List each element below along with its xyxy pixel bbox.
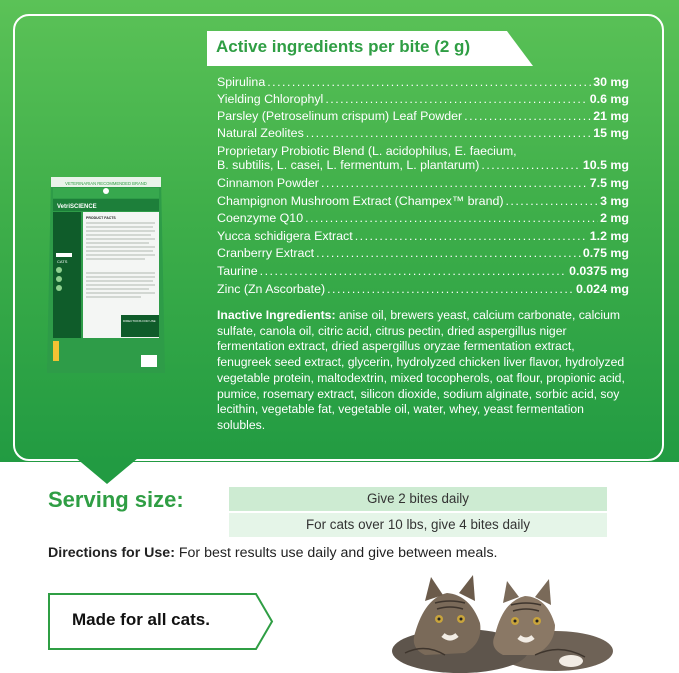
ingredient-row bbox=[217, 126, 629, 141]
ingredient-name: Parsley (Petroselinum crispum) Leaf Powder bbox=[217, 109, 463, 123]
bag-brand: VetriSCIENCE bbox=[57, 204, 97, 210]
ingredient-name: Coenzyme Q10 bbox=[217, 211, 304, 225]
ingredient-row bbox=[217, 264, 629, 279]
ingredient-amount: 0.6 mg bbox=[589, 92, 629, 106]
directions-for-use bbox=[48, 545, 497, 561]
ingredient-name: Champignon Mushroom Extract (Champex™ brand) bbox=[217, 194, 504, 208]
ingredient-amount: 10.5 mg bbox=[582, 158, 629, 172]
directions-text: For best results use daily and give between meals. bbox=[174, 545, 498, 561]
leader-dots bbox=[327, 282, 574, 297]
bag-directions-title: DIRECTIONS FOR USE bbox=[123, 319, 156, 323]
ingredient-amount: 3 mg bbox=[600, 194, 629, 208]
leader-dots bbox=[260, 264, 567, 279]
ingredient-row bbox=[217, 75, 629, 90]
leader-dots bbox=[321, 176, 588, 191]
ingredient-name-line: Proprietary Probiotic Blend (L. acidophilus, E. faecium, bbox=[217, 144, 517, 158]
ingredient-row bbox=[217, 176, 629, 191]
directions-label: Directions for Use: bbox=[48, 545, 175, 561]
leader-dots bbox=[267, 75, 591, 90]
ingredient-name: Taurine bbox=[217, 264, 258, 278]
leader-dots bbox=[464, 109, 591, 124]
ingredient-name: Spirulina bbox=[217, 75, 266, 89]
ingredient-row bbox=[217, 282, 629, 297]
pointer-notch bbox=[76, 458, 138, 484]
ingredient-row bbox=[217, 246, 629, 261]
leader-dots bbox=[306, 126, 591, 141]
leader-dots bbox=[481, 158, 580, 173]
made-for-all-cats-callout: Made for all cats. bbox=[72, 610, 210, 629]
two-tabby-cats-photo bbox=[385, 563, 615, 673]
ingredient-name: Yucca schidigera Extract bbox=[217, 229, 353, 243]
bag-panel-title: PRODUCT FACTS bbox=[86, 216, 116, 220]
inactive-ingredients bbox=[217, 308, 631, 434]
ingredient-amount: 30 mg bbox=[593, 75, 629, 89]
ingredient-amount: 0.024 mg bbox=[575, 282, 629, 296]
leader-dots bbox=[305, 211, 598, 226]
ingredient-amount: 7.5 mg bbox=[589, 176, 629, 190]
ingredient-amount: 0.0375 mg bbox=[569, 264, 629, 278]
ingredient-row bbox=[217, 92, 629, 107]
ingredient-amount: 1.2 mg bbox=[589, 229, 629, 243]
bag-species-label: CATS bbox=[57, 259, 68, 264]
ingredient-amount: 15 mg bbox=[593, 126, 629, 140]
ingredient-row bbox=[217, 229, 629, 244]
ingredient-name: Natural Zeolites bbox=[217, 126, 304, 140]
serving-row-large-cats: For cats over 10 lbs, give 4 bites daily bbox=[229, 513, 607, 537]
ingredient-row bbox=[217, 109, 629, 124]
ingredient-amount: 2 mg bbox=[600, 211, 629, 225]
leader-dots bbox=[505, 194, 598, 209]
ingredient-amount: 21 mg bbox=[593, 109, 629, 123]
ingredient-amount: 0.75 mg bbox=[582, 246, 629, 260]
ingredient-name: Yielding Chlorophyl bbox=[217, 92, 324, 106]
ingredient-row bbox=[217, 158, 629, 173]
serving-size-label: Serving size: bbox=[48, 487, 184, 512]
ingredient-row bbox=[217, 211, 629, 226]
leader-dots bbox=[325, 92, 587, 107]
inactive-label: Inactive Ingredients: bbox=[217, 308, 336, 322]
ingredient-name: Zinc (Zn Ascorbate) bbox=[217, 282, 326, 296]
ingredient-row bbox=[217, 194, 629, 209]
leader-dots bbox=[316, 246, 581, 261]
bag-banner-text: VETERINARIAN RECOMMENDED BRAND bbox=[65, 181, 147, 186]
leader-dots bbox=[355, 229, 588, 244]
ingredients-heading: Active ingredients per bite (2 g) bbox=[216, 37, 471, 56]
ingredient-name: Cinnamon Powder bbox=[217, 176, 319, 190]
serving-row-standard: Give 2 bites daily bbox=[229, 487, 607, 511]
product-bag-image bbox=[45, 173, 167, 378]
inactive-text: anise oil, brewers yeast, calcium carbonate, calcium sulfate, canola oil, citric acid, citrus pectin, dried aspergillus niger fermentation extract, dried aspergillus oryzae fermentation extract, fenugreek seed extract, glycerin, hydrolyzed chicken liver flavor, hydrolyzed vegetable protein, maltodextrin, mixed tocopherols, oat flour, propionic acid, pumice, rosemary extract, silicon dioxide, sodium alginate, sorbic acid, soy lecithin, vegetable fat, vegetable oil, water, whey, yeast fermentation solubles. bbox=[217, 308, 625, 432]
ingredient-name: Cranberry Extract bbox=[217, 246, 315, 260]
ingredient-name: B. subtilis, L. casei, L. fermentum, L. plantarum) bbox=[217, 158, 480, 172]
